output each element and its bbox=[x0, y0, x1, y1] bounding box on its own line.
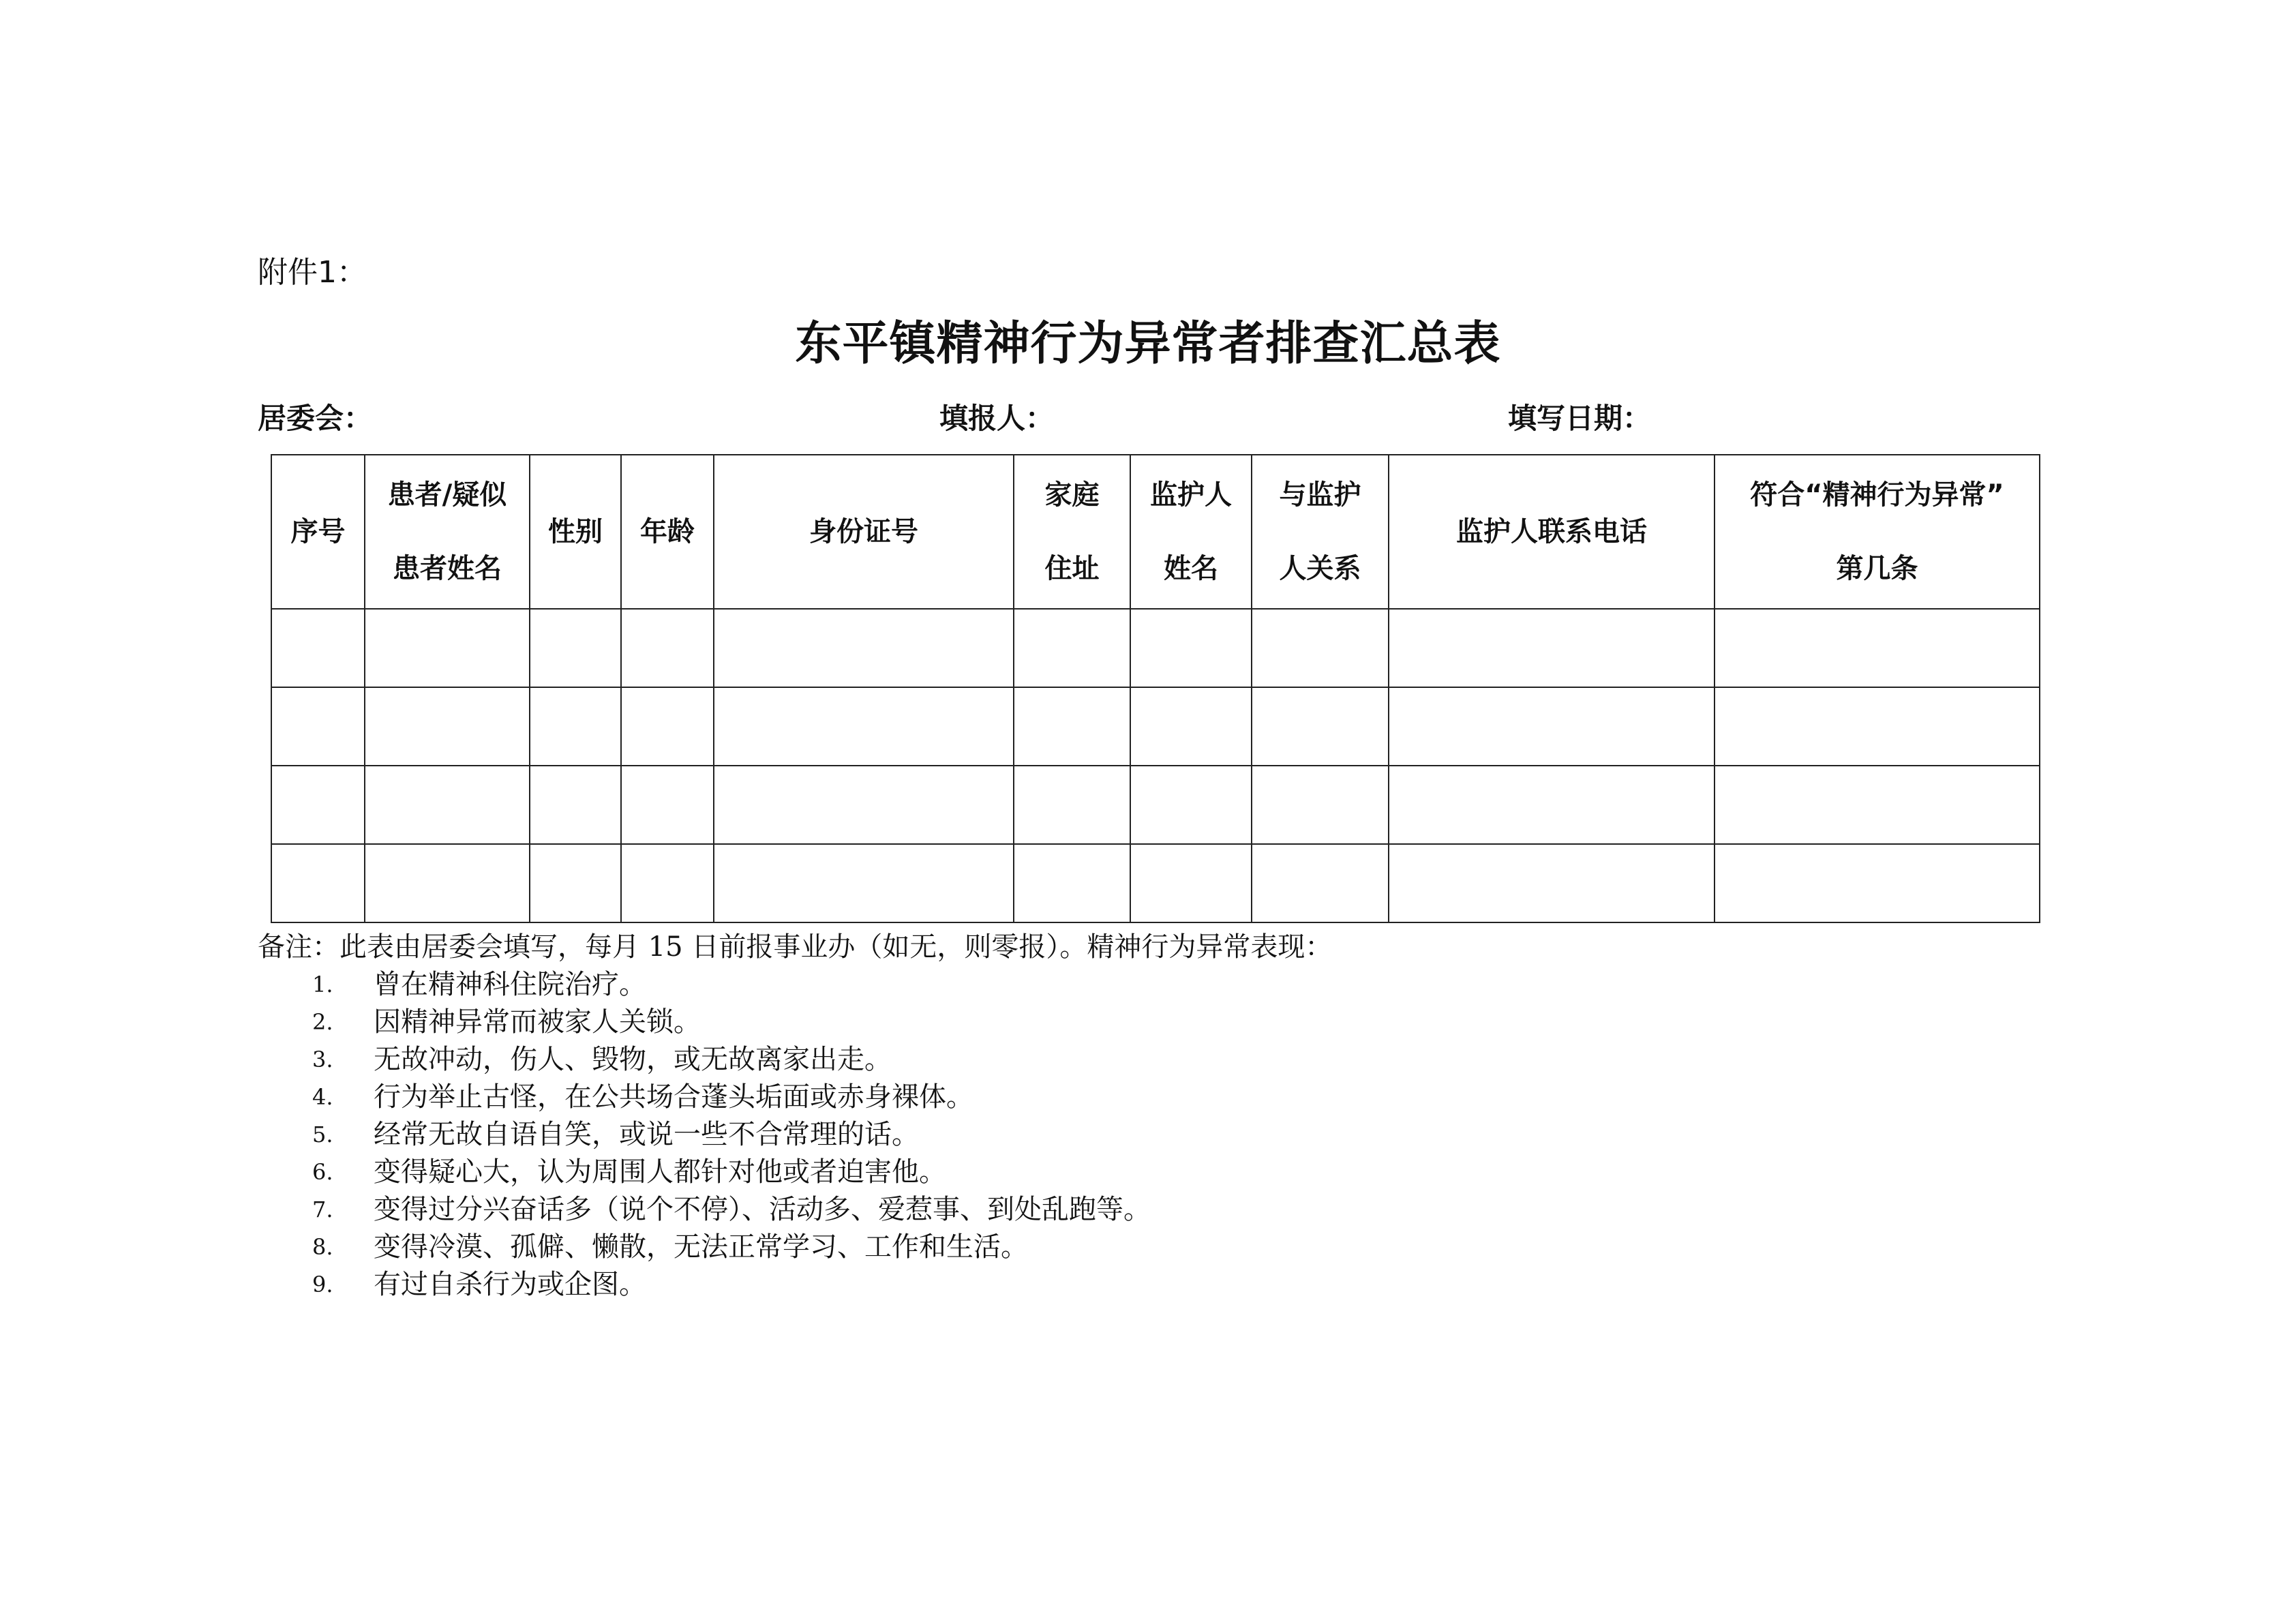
page-title: 东平镇精神行为异常者排查汇总表 bbox=[795, 316, 1501, 371]
header-gender: 性别 bbox=[530, 455, 621, 609]
table-cell[interactable] bbox=[530, 766, 621, 844]
note-number: 6. bbox=[312, 1159, 333, 1185]
table-cell[interactable] bbox=[1014, 844, 1130, 922]
header-home-address: 家庭 住址 bbox=[1014, 455, 1130, 609]
table-cell[interactable] bbox=[714, 844, 1014, 922]
header-row bbox=[271, 455, 2040, 609]
table-cell[interactable] bbox=[621, 609, 714, 687]
table-cell[interactable] bbox=[1389, 609, 1715, 687]
table-cell[interactable] bbox=[621, 766, 714, 844]
table-cell[interactable] bbox=[1252, 766, 1389, 844]
table-cell[interactable] bbox=[1715, 766, 2040, 844]
table-cell[interactable] bbox=[1389, 844, 1715, 922]
table-cell[interactable] bbox=[1014, 766, 1130, 844]
note-number: 2. bbox=[312, 1009, 333, 1035]
table-cell[interactable] bbox=[1389, 766, 1715, 844]
table-cell[interactable] bbox=[714, 687, 1014, 766]
table-cell[interactable] bbox=[365, 766, 530, 844]
note-text: 经常无故自语自笑，或说一些不合常理的话。 bbox=[374, 1119, 919, 1150]
table-cell[interactable] bbox=[1130, 766, 1252, 844]
table-cell[interactable] bbox=[1715, 687, 2040, 766]
table-cell[interactable] bbox=[1252, 687, 1389, 766]
header-id-number: 身份证号 bbox=[714, 455, 1014, 609]
notes-intro: 备注：此表由居委会填写，每月 15 日前报事业办（如无，则零报）。精神行为异常表现： bbox=[258, 931, 1333, 963]
table-cell[interactable] bbox=[1130, 844, 1252, 922]
table-cell[interactable] bbox=[1130, 609, 1252, 687]
committee-label: 居委会： bbox=[258, 402, 373, 435]
table-cell[interactable] bbox=[365, 687, 530, 766]
table-cell[interactable] bbox=[714, 609, 1014, 687]
table-cell[interactable] bbox=[1252, 609, 1389, 687]
header-patient-name: 患者/疑似 患者姓名 bbox=[365, 455, 530, 609]
table-cell[interactable] bbox=[1014, 609, 1130, 687]
header-age: 年龄 bbox=[621, 455, 714, 609]
table-cell[interactable] bbox=[365, 844, 530, 922]
header-guardian-relation: 与监护 人关系 bbox=[1252, 455, 1389, 609]
header-criteria-item: 符合“精神行为异常” 第几条 bbox=[1715, 455, 2040, 609]
table-cell[interactable] bbox=[271, 609, 365, 687]
table-cell[interactable] bbox=[271, 687, 365, 766]
table-cell[interactable] bbox=[1389, 687, 1715, 766]
table-cell[interactable] bbox=[714, 766, 1014, 844]
header-serial-number: 序号 bbox=[271, 455, 365, 609]
note-text: 变得过分兴奋话多（说个不停）、活动多、爱惹事、到处乱跑等。 bbox=[374, 1194, 1151, 1225]
note-text: 变得冷漠、孤僻、懒散，无法正常学习、工作和生活。 bbox=[374, 1231, 1028, 1263]
note-number: 3. bbox=[312, 1047, 333, 1072]
note-number: 8. bbox=[312, 1234, 333, 1260]
table-row bbox=[271, 766, 2040, 844]
filler-label: 填报人： bbox=[939, 402, 1055, 435]
note-text: 无故冲动，伤人、毁物，或无故离家出走。 bbox=[374, 1044, 892, 1075]
date-label: 填写日期： bbox=[1508, 402, 1652, 435]
table-cell[interactable] bbox=[621, 687, 714, 766]
table-cell[interactable] bbox=[365, 609, 530, 687]
note-text: 变得疑心大，认为周围人都针对他或者迫害他。 bbox=[374, 1156, 946, 1188]
attachment-label: 附件1： bbox=[258, 255, 367, 290]
table-cell[interactable] bbox=[621, 844, 714, 922]
header-guardian-name: 监护人 姓名 bbox=[1130, 455, 1252, 609]
note-number: 9. bbox=[312, 1272, 333, 1297]
note-text: 行为举止古怪，在公共场合蓬头垢面或赤身裸体。 bbox=[374, 1081, 973, 1113]
table-row bbox=[271, 844, 2040, 922]
table-cell[interactable] bbox=[1130, 687, 1252, 766]
table-row bbox=[271, 609, 2040, 687]
table-body bbox=[271, 609, 2040, 922]
table-cell[interactable] bbox=[1715, 844, 2040, 922]
note-number: 7. bbox=[312, 1197, 333, 1222]
table-cell[interactable] bbox=[1252, 844, 1389, 922]
note-number: 4. bbox=[312, 1084, 333, 1110]
note-text: 因精神异常而被家人关锁。 bbox=[374, 1006, 701, 1038]
table-row bbox=[271, 687, 2040, 766]
header-guardian-phone: 监护人联系电话 bbox=[1389, 455, 1715, 609]
table-cell[interactable] bbox=[271, 766, 365, 844]
summary-table bbox=[271, 454, 2040, 923]
note-number: 1. bbox=[312, 972, 333, 997]
table-cell[interactable] bbox=[530, 609, 621, 687]
table-cell[interactable] bbox=[1715, 609, 2040, 687]
table-cell[interactable] bbox=[530, 844, 621, 922]
note-number: 5. bbox=[312, 1122, 333, 1147]
table-cell[interactable] bbox=[1014, 687, 1130, 766]
table-cell[interactable] bbox=[271, 844, 365, 922]
note-text: 有过自杀行为或企图。 bbox=[374, 1269, 646, 1300]
note-text: 曾在精神科住院治疗。 bbox=[374, 969, 646, 1000]
table-cell[interactable] bbox=[530, 687, 621, 766]
